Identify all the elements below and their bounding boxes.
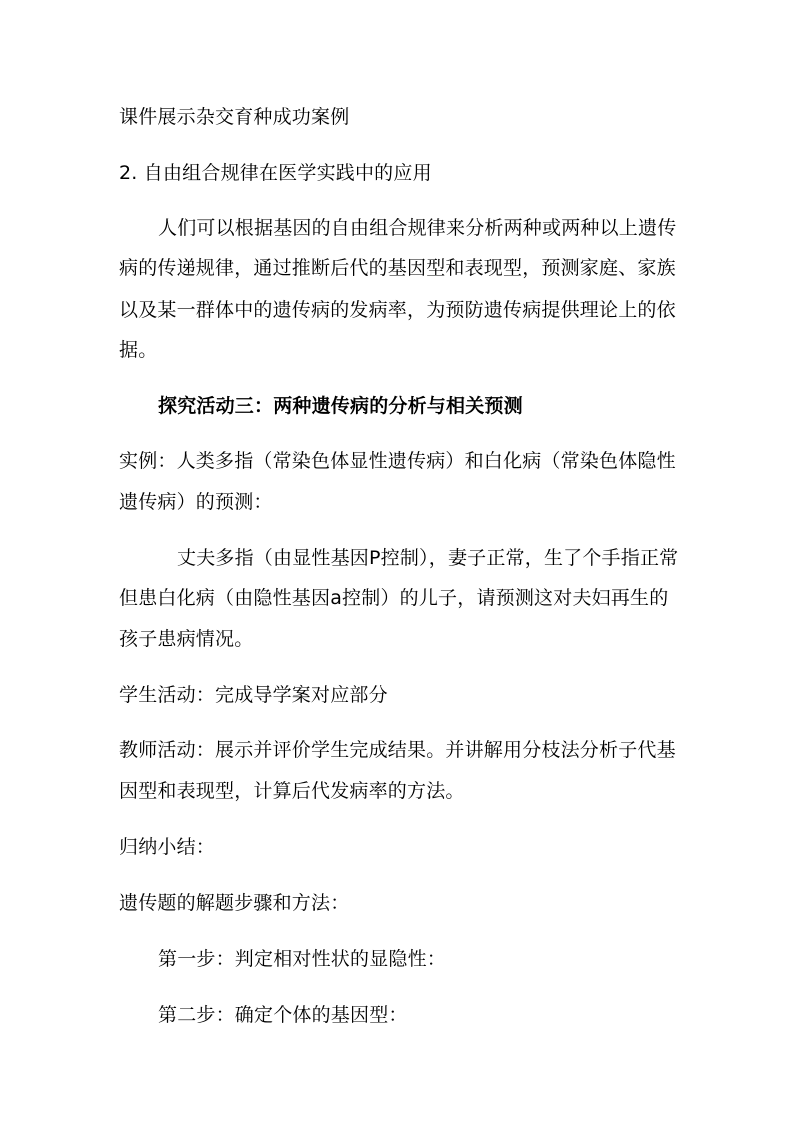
- student-activity-line: 学生活动：完成导学案对应部分: [119, 684, 388, 706]
- problem-line-1: 丈夫多指（由显性基因P控制），妻子正常，生了个手指正常: [177, 547, 679, 569]
- section-2-title: 2. 自由组合规律在医学实践中的应用: [119, 162, 432, 184]
- example-line-2: 遗传病）的预测：: [119, 491, 273, 513]
- problem-line-2: 但患白化病（由隐性基因a控制）的儿子，请预测这对夫妇再生的: [119, 587, 669, 609]
- case-display-line: 课件展示杂交育种成功案例: [119, 106, 350, 128]
- paragraph-1-line-4: 据。: [119, 339, 158, 361]
- activity-3-title: 探究活动三：两种遗传病的分析与相关预测: [158, 395, 523, 417]
- example-line-1: 实例：人类多指（常染色体显性遗传病）和白化病（常染色体隐性: [119, 450, 676, 472]
- step-1-line: 第一步：判定相对性状的显隐性：: [158, 948, 447, 970]
- summary-label: 归纳小结：: [119, 836, 216, 858]
- paragraph-1-line-3: 以及某一群体中的遗传病的发病率，为预防遗传病提供理论上的依: [119, 299, 676, 321]
- paragraph-1-line-2: 病的传递规律，通过推断后代的基因型和表现型，预测家庭、家族: [119, 257, 676, 279]
- teacher-activity-line-2: 因型和表现型，计算后代发病率的方法。: [119, 780, 465, 802]
- teacher-activity-line-1: 教师活动：展示并评价学生完成结果。并讲解用分枝法分析子代基: [119, 739, 676, 761]
- paragraph-1-line-1: 人们可以根据基因的自由组合规律来分析两种或两种以上遗传: [158, 217, 677, 239]
- method-title: 遗传题的解题步骤和方法：: [119, 892, 350, 914]
- step-2-line: 第二步：确定个体的基因型：: [158, 1004, 408, 1026]
- problem-line-3: 孩子患病情况。: [119, 628, 254, 650]
